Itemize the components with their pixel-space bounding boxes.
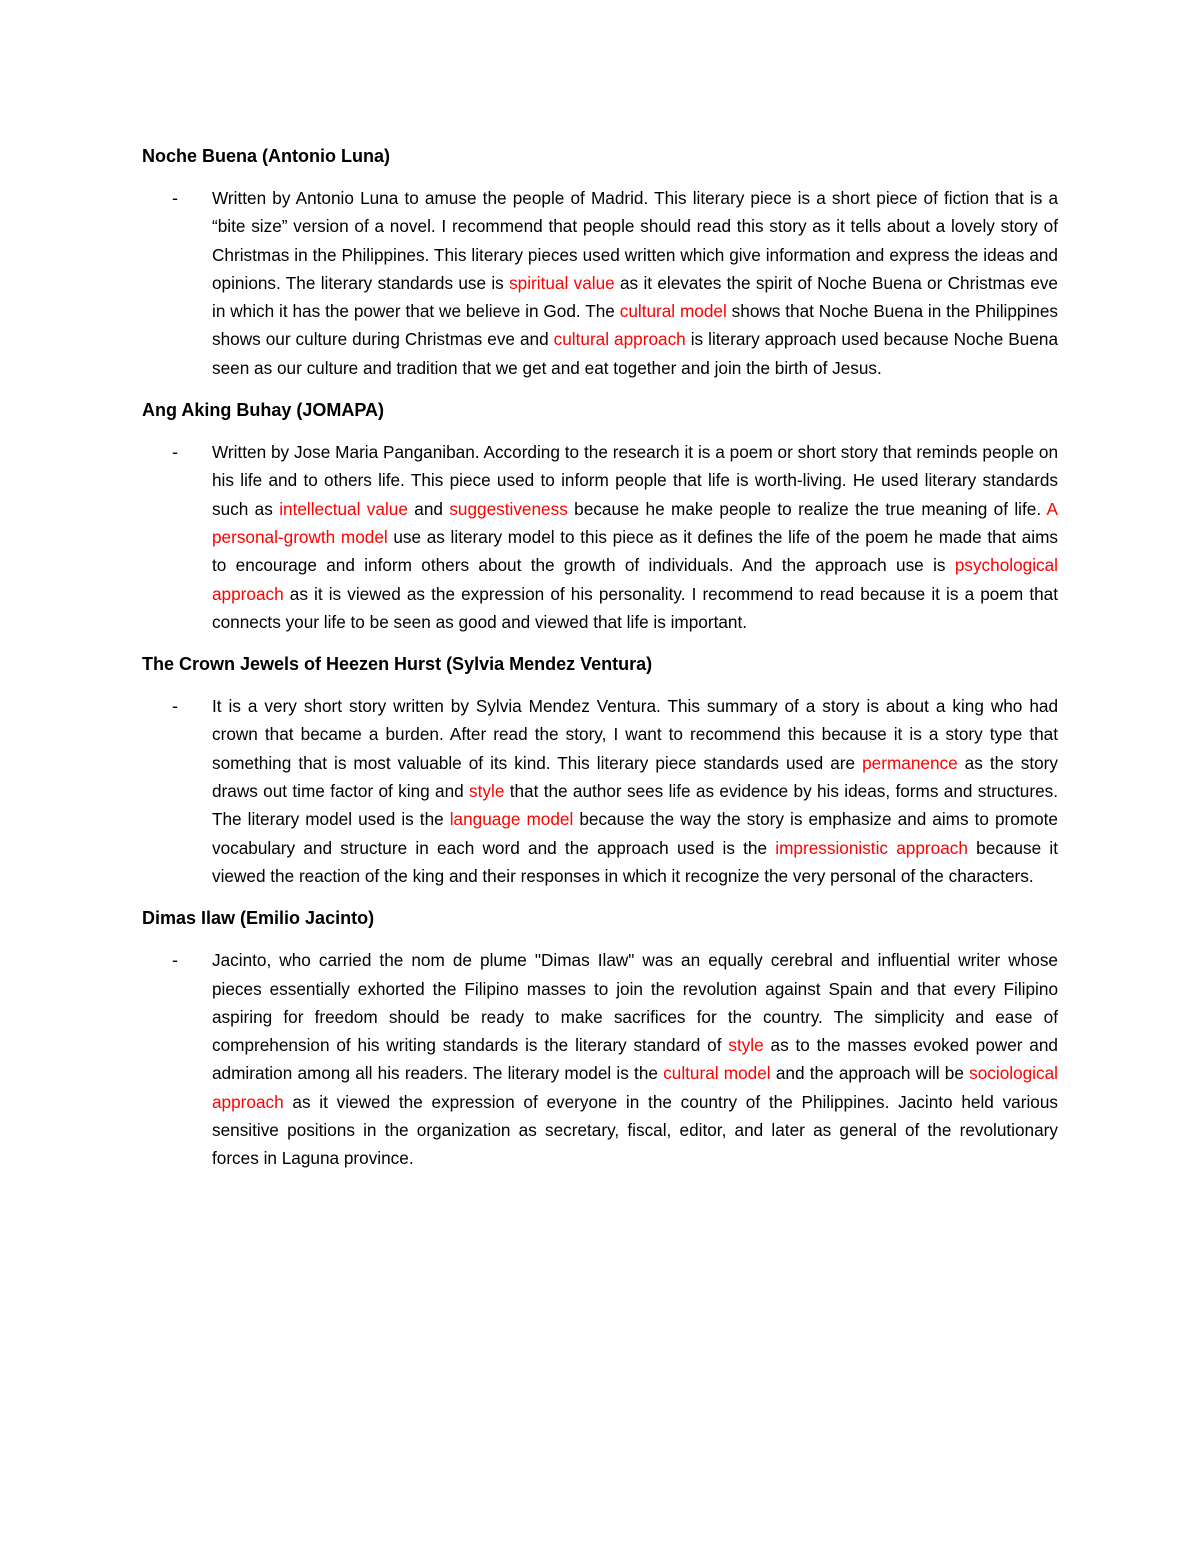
text-run: use as literary model to this piece as it defines the life of the poem he made that aims to encourage and inform others about the growth of individuals. And the approach use is	[212, 526, 1058, 576]
text-run: Written by Jose Maria Panganiban. According to the research it is a poem or short story that reminds people on his life and to others life. This piece used to inform people that life is worth-living. He used literary standards such as	[212, 442, 1058, 519]
text-run: as the story draws out time factor of king and	[212, 752, 1058, 802]
bullet-item	[142, 692, 1058, 890]
bullet-dash: -	[172, 188, 178, 208]
highlighted-term: cultural model	[619, 301, 727, 322]
highlighted-term: psychological approach	[212, 555, 1058, 604]
highlighted-term: suggestiveness	[449, 498, 568, 519]
section-heading: Ang Aking Buhay (JOMAPA)	[142, 400, 384, 421]
highlighted-term: A personal-growth model	[212, 498, 1058, 547]
section-dimas-ilaw	[142, 904, 1058, 1172]
text-run: as it viewed the expression of everyone in the country of the Philippines. Jacinto held various sensitive positions in the organization as secretary, fiscal, editor, and later as general of the revolutionary forces in Laguna province.	[212, 1091, 1058, 1169]
highlighted-term: sociological approach	[212, 1063, 1058, 1112]
bullet-item	[142, 946, 1058, 1172]
section-heading: The Crown Jewels of Heezen Hurst (Sylvia Mendez Ventura)	[142, 654, 653, 675]
text-run: that the author sees life as evidence by his ideas, forms and structures. The literary model used is the	[212, 781, 1059, 830]
highlighted-term: cultural approach	[553, 329, 686, 350]
section-paragraph	[212, 438, 1058, 636]
text-run: because it viewed the reaction of the king and their responses in which it recognize the very personal of the characters.	[212, 837, 1058, 886]
text-run: because he make people to realize the true meaning of life.	[567, 498, 1047, 519]
bullet-item	[142, 438, 1058, 636]
section-crown-jewels	[142, 650, 1058, 890]
text-run: and the approach will be	[770, 1063, 970, 1084]
text-run: is literary approach used because Noche Buena seen as our culture and tradition that we get and eat together and join the birth of Jesus.	[212, 329, 1059, 378]
text-run: It is a very short story written by Sylvia Mendez Ventura. This summary of a story is about a king who had crown that became a burden. After read the story, I want to recommend this because it is a story type that something that is most valuable of its kind. This literary piece standards used are	[212, 696, 1058, 773]
text-run: as to the masses evoked power and admiration among all his readers. The literary model is the	[212, 1035, 1058, 1084]
text-run: and	[407, 498, 450, 519]
highlighted-term: spiritual value	[509, 272, 615, 293]
highlighted-term: impressionistic approach	[775, 837, 968, 858]
section-noche-buena	[142, 142, 1058, 382]
bullet-dash: -	[172, 950, 178, 971]
highlighted-term: intellectual value	[279, 498, 408, 519]
bullet-dash: -	[172, 696, 178, 717]
text-run: as it elevates the spirit of Noche Buena or Christmas eve in which it has the power that we believe in God. The	[212, 272, 1058, 322]
text-run: Jacinto, who carried the nom de plume "Dimas Ilaw" was an equally cerebral and influential writer whose pieces essentially exhorted the Filipino masses to join the revolution against Spain and that every Filipino aspiring for freedom should be ready to make sacrifices for the country. The simplicity and ease of comprehension of his writing standards is the literary standard of	[212, 950, 1058, 1056]
highlighted-term: permanence	[862, 752, 958, 773]
section-ang-aking-buhay	[142, 396, 1058, 636]
section-paragraph	[212, 692, 1058, 890]
document-body	[142, 142, 1058, 1187]
highlighted-term: language model	[449, 809, 574, 830]
section-heading: Dimas Ilaw (Emilio Jacinto)	[142, 908, 375, 929]
section-paragraph	[212, 184, 1058, 382]
text-run: shows that Noche Buena in the Philippines shows our culture during Christmas eve and	[212, 301, 1059, 350]
text-run: because the way the story is emphasize and aims to promote vocabulary and structure in each word and the approach used is the	[212, 809, 1058, 858]
bullet-item	[142, 184, 1058, 382]
text-run: as it is viewed as the expression of his personality. I recommend to read because it is a poem that connects your life to be seen as good and viewed that life is important.	[212, 583, 1058, 632]
highlighted-term: cultural model	[663, 1063, 771, 1084]
text-run: Written by Antonio Luna to amuse the people of Madrid. This literary piece is a short piece of fiction that is a “bite size” version of a novel. I recommend that people should read this story as it tells about a lovely story of Christmas in the Philippines. This literary pieces used written which give information and express the ideas and opinions. The literary standards use is	[212, 188, 1058, 293]
bullet-dash: -	[172, 442, 178, 463]
section-paragraph	[212, 946, 1058, 1172]
highlighted-term: style	[469, 781, 505, 802]
section-heading: Noche Buena (Antonio Luna)	[142, 146, 390, 166]
highlighted-term: style	[728, 1035, 764, 1056]
